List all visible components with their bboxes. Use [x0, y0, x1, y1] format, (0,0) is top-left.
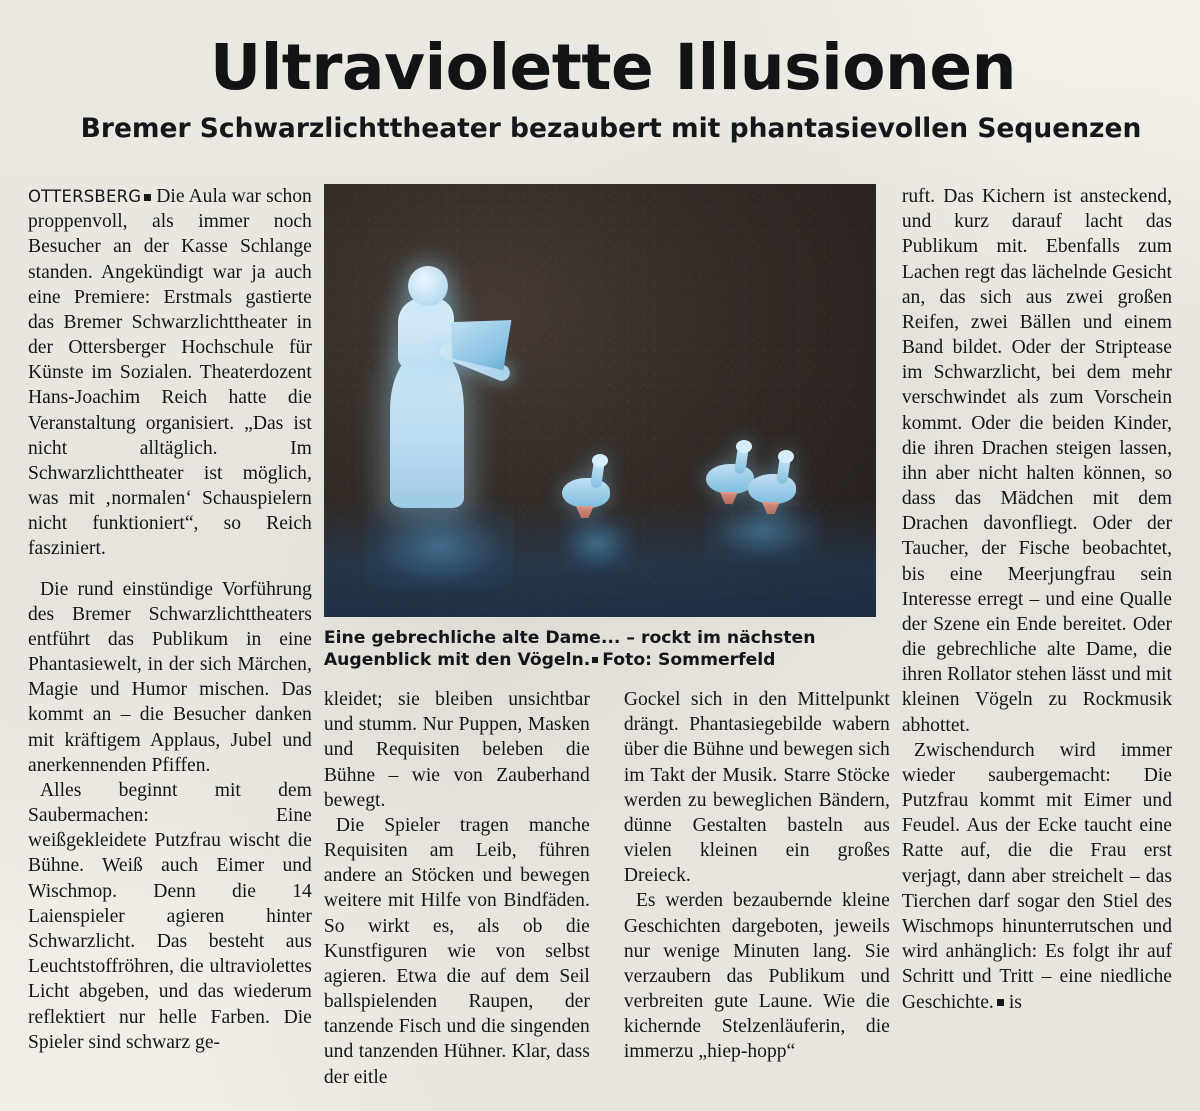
column-4-text [902, 184, 1172, 1015]
bullet-square-icon [997, 999, 1004, 1006]
paragraph-text: Gockel sich in den Mittelpunkt drängt. Phantasiegebilde wabern über die Bühne und bewegen sich im Takt der Musik. Starre Stöcke werden zu beweglichen Bändern, dünne Gestalten basteln aus vielen kleinen ein großes Dreieck. [623, 689, 890, 887]
goose-body [706, 464, 754, 494]
goose-head [736, 440, 752, 453]
article-photo [324, 184, 876, 617]
paragraph-text: Die Spieler tragen manche Requisiten am Leib, führen andere an Stöcken und bewegen weitere mit Hilfe von Bindfäden. So wirkt es, als ob die Kunstfiguren wie von selbst agieren. Etwa die auf dem Seil ballspielenden Raupen, der tanzende Fisch und die singenden und tanzenden Hühner. Klar, dass der eitle [323, 814, 590, 1088]
dateline: OTTERSBERG [28, 187, 142, 206]
goose-legs [720, 492, 738, 504]
paragraph-text: Alles beginnt mit dem Saubermachen: Eine weißgekleidete Putzfrau wischt die Bühne. Weiß auch Eimer und Wischmop. Denn die 14 Laienspieler agieren hinter Schwarzlicht. Das besteht aus Leuchtstoffröhren, die ultraviolettes Licht abgeben, und das wiederum reflektiert nur helle Farben. Die Spieler sind schwarz ge- [28, 779, 312, 1053]
paragraph-text: Es werden bezaubernde kleine Geschichten dargeboten, jeweils nur wenige Minuten lang. Sie verzaubern das Publikum und verbreiten gute Laune. Wie die kichernde Stelzenläuferin, die immerzu „hiep-hopp“ [623, 890, 890, 1063]
old-lady-figure [382, 258, 500, 508]
goose-head [778, 450, 794, 463]
paragraph [28, 184, 312, 562]
goose-legs [576, 506, 594, 518]
goose-legs [762, 502, 780, 514]
caption-text: Eine gebrechliche alte Dame... – rockt im nächsten Augenblick mit den Vögeln. [323, 628, 816, 671]
paragraph-text: Zwischendurch wird immer wieder saubergemacht: Die Putzfrau kommt mit Eimer und Feudel. Aus der Ecke taucht eine Ratte auf, die die Frau erst verjagt, dann aber streichelt – das Tierchen darf sogar den Stiel des Wischmops hinunterrutschen und wird anhänglich: Es folgt ihr auf Schritt und Tritt – eine niedliche Geschichte. [901, 739, 1172, 1013]
reflection [560, 514, 634, 572]
goose-body [748, 474, 796, 504]
paragraph [324, 813, 590, 1090]
page-content [28, 18, 1172, 1093]
photo-caption [324, 627, 876, 671]
paragraph [624, 888, 890, 1064]
photo-block [324, 184, 876, 671]
figure-head [408, 266, 448, 306]
paragraph-text: kleidet; sie bleiben unsichtbar und stumm. Nur Puppen, Masken und Requisiten beleben die Bühne – wie von Zauberhand bewegt. [323, 689, 590, 811]
column-1 [28, 184, 324, 1084]
bullet-square-icon [144, 194, 151, 201]
column-1-text [28, 184, 312, 1055]
bullet-square-icon [592, 657, 598, 663]
figure-skirt [390, 350, 464, 508]
page-subtitle: Bremer Schwarzlichttheater bezaubert mit phantasievollen Sequenzen [80, 113, 1142, 145]
byline: is [1008, 991, 1022, 1013]
article-columns [28, 184, 1172, 1088]
columns-under-photo [324, 687, 890, 1090]
column-2 [324, 687, 607, 1090]
column-3-text [624, 687, 890, 1065]
goose-figure [562, 460, 622, 520]
reflection [364, 502, 514, 590]
goose-figure [748, 456, 808, 516]
page-title: Ultraviolette Illusionen [210, 31, 1016, 104]
paragraph-text: ruft. Das Kichern ist ansteckend, und kurz darauf lacht das Publikum mit. Ebenfalls zum Lachen regt das lächelnde Gesicht an, das sich aus zwei großen Reifen, zwei Bällen und einem Band bildet. Oder der Striptease im Schwarzlicht, bei dem mehr verschwindet als zum Vorschein kommt. Oder die beiden Kinder, die ihren Drachen steigen lassen, ihn aber nicht halten können, so dass das Mädchen mit dem Drachen davonfliegt. Oder der Taucher, der Fische beobachtet, bis eine Meerjungfrau sein Interesse erregt – und eine Qualle der Szene ein Ende bereitet. Oder die gebrechliche alte Dame, die ihren Rollator stehen lässt und mit kleinen Vögeln zu Rockmusik abhottet. [901, 186, 1172, 736]
paragraph [28, 778, 312, 1055]
photo-credit: Foto: Sommerfeld [602, 650, 776, 671]
paragraph [902, 184, 1172, 738]
column-middle [323, 184, 890, 1088]
paragraph [28, 577, 312, 778]
goose-body [562, 478, 610, 508]
paragraph [902, 738, 1172, 1015]
goose-head [592, 454, 608, 467]
column-4 [890, 184, 1172, 1084]
paragraph-text: Die rund einstündige Vorführung des Bremer Schwarzlichttheaters entführt das Publikum in eine Phantasiewelt, in der sich Märchen, Magie und Humor mischen. Das kommt an – die Besucher danken mit kräftigem Applaus, Jubel und anerkennenden Pfiffen. [28, 578, 312, 776]
paragraph [624, 687, 890, 888]
paragraph [324, 687, 590, 813]
column-2-text [324, 687, 590, 1090]
column-3 [607, 687, 890, 1090]
paragraph-text: Die Aula war schon proppenvoll, als immer noch Besucher an der Kasse Schlange standen. Angekündigt war ja auch eine Premiere: Erstmals gastierte das Bremer Schwarzlichttheater in der Ottersberger Hochschule für Künste im Sozialen. Theaterdozent Hans-Joachim Reich hatte die Veranstaltung organisiert. „Das ist nicht alltäglich. Im Schwarzlichttheater ist möglich, was mit ‚normalen‘ Schauspielern nicht funktioniert“, so Reich fasziniert. [28, 186, 312, 560]
